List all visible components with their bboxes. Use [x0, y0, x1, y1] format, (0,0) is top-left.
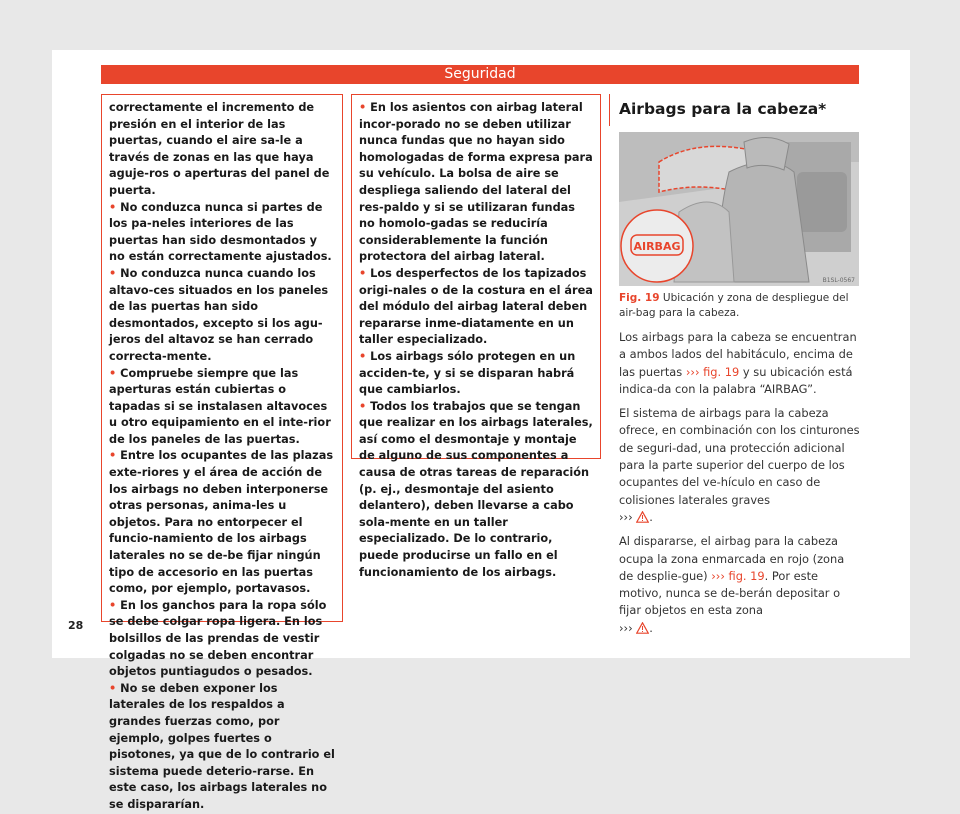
figure-code: B1SL-0567 [822, 277, 855, 284]
warning-item: • En los asientos con airbag lateral incor-porado no se deben utilizar nunca fundas que no hayan sido homologadas de forma expresa para su vehículo. La bolsa de aire se despliega saliendo del lateral del res-paldo y si se utilizaran fundas no homolo-gadas se reduciría considerablemente la función protectora del airbag lateral. [359, 101, 593, 264]
warning-item: • Compruebe siempre que las aperturas están cubiertas o tapadas si se instalasen altavoces u otro equipamiento en el inte-rior de los paneles de las puertas. [109, 366, 331, 446]
section-header: Seguridad [101, 65, 859, 84]
warning-item: • Todos los trabajos que se tengan que realizar en los airbags laterales, así como el desmontaje y montaje de alguno de sus componentes a causa de otras tareas de reparación (p. ej., desmontaje del asiento delantero), deben llevarse a cabo sola-mente en un taller especializado. De lo contrario, puede producirse un fallo en el funcionamiento de los airbags. [359, 399, 593, 579]
title-rule [609, 94, 610, 126]
warning-triangle-icon [636, 622, 649, 634]
figure-caption [619, 291, 859, 320]
page-number: 28 [68, 619, 84, 632]
paragraph-2: El sistema de airbags para la cabeza ofrece, en combinación con los cinturones de seguri-dad, una protección adicional para la parte superior del cuerpo de los ocupantes del ve-hículo en caso de colisiones laterales graves ››› . [619, 406, 860, 524]
warning-item: • No conduzca nunca si partes de los pa-neles interiores de las puertas han sido desmontados y no están correctamente ajustados. [109, 200, 332, 264]
fig-reference-link[interactable]: ››› fig. 19 [685, 364, 740, 379]
warning-intro: correctamente el incremento de presión en el interior de las puertas, cuando el aire sa-le a través de zonas en las que haya aguje-ros o aperturas del panel de puerta. [109, 101, 330, 197]
car-interior-illustration [619, 132, 859, 286]
body-text [619, 329, 861, 644]
warning-reference-link[interactable]: ››› [619, 510, 649, 524]
figure-caption-text: Ubicación y zona de despliegue del air-bag para la cabeza. [619, 292, 849, 319]
airbag-label: AIRBAG [633, 240, 681, 253]
warning-item: • Entre los ocupantes de las plazas exte-riores y el área de acción de los airbags no deben interponerse otras personas, anima-les u objetos. Para no entorpecer el funcio-namiento de los airbags laterales no se de-be fijar ningún tipo de accesorio en las puertas como, por ejemplo, portavasos. [109, 449, 334, 596]
section-title: Airbags para la cabeza* [619, 100, 827, 118]
paragraph-3: Al dispararse, el airbag para la cabeza ocupa la zona enmarcada en rojo (zona de desplie-gue) ››› fig. 19. Por este motivo, nunca se de-berán depositar o fijar objetos en esta zona ››› . [619, 534, 845, 635]
warning-item: • Los airbags sólo protegen en un acciden-te, y si se disparan habrá que cambiarlos. [359, 349, 576, 397]
warning-reference-link[interactable]: ››› [619, 621, 649, 635]
warning-item: • No conduzca nunca cuando los altavo-ces situados en los paneles de las puertas han sido desmontados, excepto si los agu-jeros del altavoz se han cerrado correcta-mente. [109, 266, 329, 363]
warning-item: • En los ganchos para la ropa sólo se debe colgar ropa ligera. En los bolsillos de las prendas de vestir colgadas no se deben encontrar objetos puntiagudos o pesados. [109, 598, 327, 679]
warning-item: • Los desperfectos de los tapizados origi-nales o de la costura en el área del módulo del airbag lateral deben repararse inme-diatamente en un taller especializado. [359, 266, 593, 347]
paragraph-1: Los airbags para la cabeza se encuentran a ambos lados del habitáculo, encima de las puertas ››› fig. 19 y su ubicación está indica-da con la palabra “AIRBAG”. [619, 330, 857, 396]
fig-reference-link[interactable]: ››› fig. 19 [711, 568, 765, 583]
figure-number: Fig. 19 [619, 292, 660, 304]
warning-box-2 [351, 94, 601, 579]
warning-triangle-icon [636, 511, 649, 523]
airbag-figure [619, 132, 859, 286]
warning-box-1 [101, 94, 343, 811]
warning-item: • No se deben exponer los laterales de los respaldos a grandes fuerzas como, por ejemplo, golpes fuertes o pisotones, ya que de lo contrario el sistema puede deterio-rarse. En este caso, los airbags laterales no se dispararían. [109, 681, 335, 811]
